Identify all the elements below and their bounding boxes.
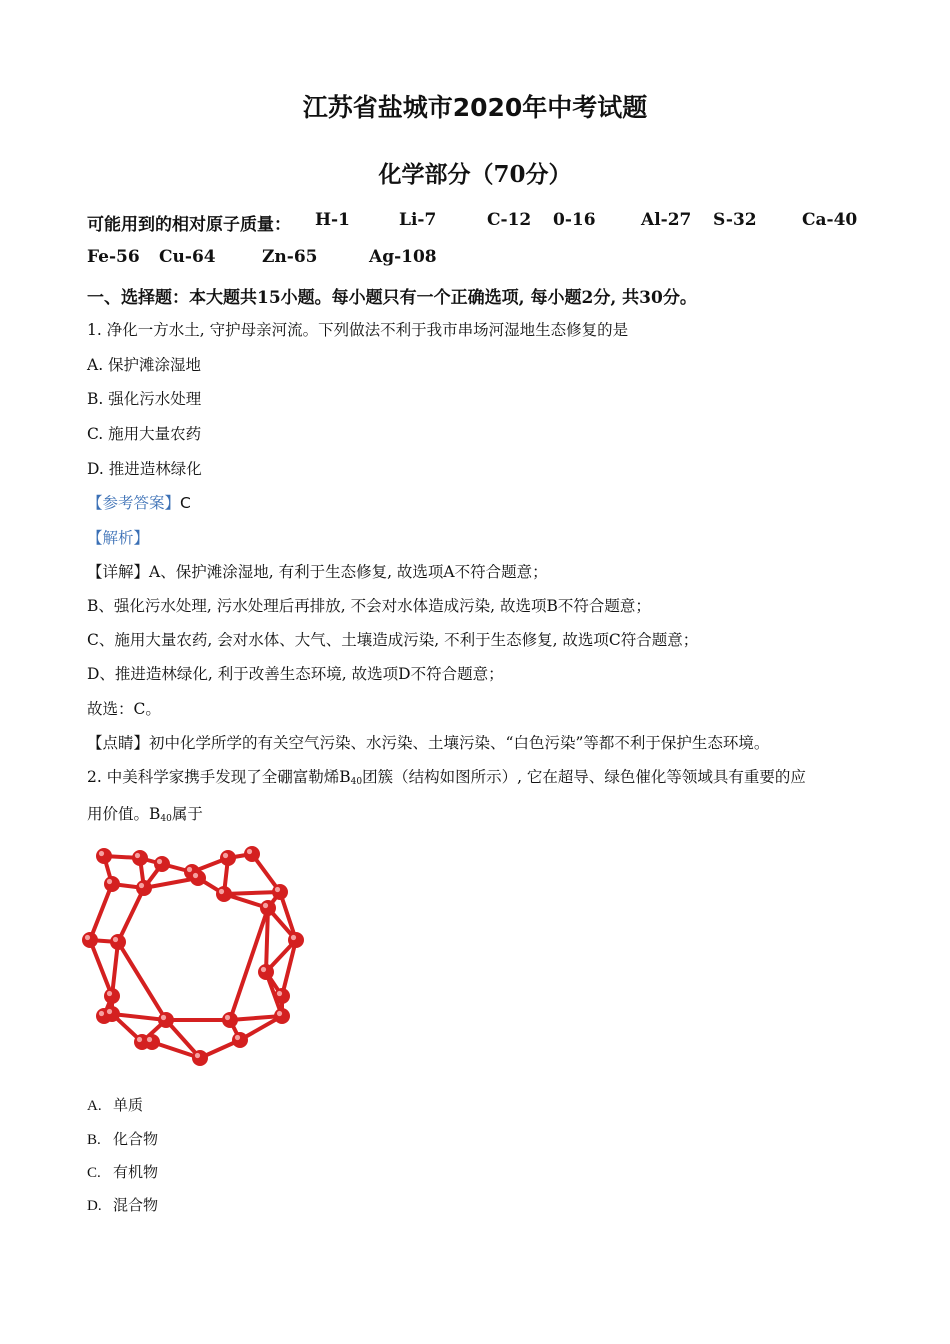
bond xyxy=(90,940,112,996)
detail-line: 故选：C。 xyxy=(87,700,161,718)
boron-atom xyxy=(154,856,170,872)
detail-text: A、保护滩涂湿地, 有利于生态修复, 故选项A不符合题意； xyxy=(149,563,548,581)
boron-atom xyxy=(136,880,152,896)
boron-atom xyxy=(158,1012,174,1028)
atom-highlight xyxy=(157,859,162,864)
detail-line xyxy=(87,560,548,582)
boron-atom xyxy=(274,1008,290,1024)
atom-highlight xyxy=(247,849,252,854)
detail-line: C、施用大量农药, 会对水体、大气、土壤造成污染, 不利于生态修复, 故选项C符合题意； xyxy=(87,631,699,649)
boron-atom xyxy=(104,988,120,1004)
boron-atom xyxy=(220,850,236,866)
bond xyxy=(230,908,268,1020)
bond xyxy=(118,942,166,1020)
q2-option-b xyxy=(87,1128,158,1149)
option-text: 化合物 xyxy=(113,1130,159,1148)
atom-highlight xyxy=(261,967,266,972)
q1-option-b: B. 强化污水处理 xyxy=(87,390,202,408)
boron-atom xyxy=(82,932,98,948)
mass-item: 0-16 xyxy=(553,210,596,230)
atom-highlight xyxy=(113,937,118,942)
option-text: 单质 xyxy=(113,1096,144,1114)
boron-atom xyxy=(104,1006,120,1022)
boron-atom xyxy=(192,1050,208,1066)
bond xyxy=(112,942,118,996)
q2-stem-part: 属于 xyxy=(171,805,203,823)
q1-option-a: A. 保护滩涂湿地 xyxy=(87,356,202,374)
boron-atom xyxy=(260,900,276,916)
atom-highlight xyxy=(99,851,104,856)
q1-option-c: C. 施用大量农药 xyxy=(87,425,202,443)
atom-highlight xyxy=(277,991,282,996)
boron-atom xyxy=(272,884,288,900)
mass-item: C-12 xyxy=(487,210,532,230)
boron-atom xyxy=(222,1012,238,1028)
bond xyxy=(90,884,112,940)
detail-line: B、强化污水处理, 污水处理后再排放, 不会对水体造成污染, 故选项B不符合题意； xyxy=(87,597,651,615)
atom-highlight xyxy=(235,1035,240,1040)
q1-answer xyxy=(87,491,191,513)
mass-item: Fe-56 xyxy=(87,247,140,267)
atom-highlight xyxy=(277,1011,282,1016)
boron-atom xyxy=(144,1034,160,1050)
boron-atom xyxy=(96,848,112,864)
mass-item: Al-27 xyxy=(641,210,692,230)
atom-highlight xyxy=(275,887,280,892)
q2-stem-part: 用价值。B xyxy=(87,805,161,823)
mass-item: Ag-108 xyxy=(369,247,437,267)
comment-text: 初中化学所学的有关空气污染、水污染、土壤污染、“白色污染”等都不利于保护生态环境。 xyxy=(149,734,770,752)
atom-highlight xyxy=(99,1011,104,1016)
atom-highlight xyxy=(139,883,144,888)
mass-item: Zn-65 xyxy=(262,247,318,267)
atom-highlight xyxy=(193,873,198,878)
comment-line xyxy=(87,731,769,753)
atom-highlight xyxy=(85,935,90,940)
mass-item: Cu-64 xyxy=(159,247,216,267)
section-header: 一、选择题：本大题共15小题。每小题只有一个正确选项, 每小题2分, 共30分。 xyxy=(87,288,697,308)
q1-option-d: D. 推进造林绿化 xyxy=(87,460,202,478)
detail-label: 【详解】 xyxy=(87,563,150,581)
q2-stem xyxy=(87,765,806,787)
atom-highlight xyxy=(135,853,140,858)
atom-highlight xyxy=(263,903,268,908)
mass-item: S-32 xyxy=(713,210,757,230)
atom-highlight xyxy=(195,1053,200,1058)
option-key: D. xyxy=(87,1198,102,1214)
mass-item: Ca-40 xyxy=(802,210,858,230)
atomic-mass-label: 可能用到的相对原子质量： xyxy=(87,215,291,235)
bond xyxy=(118,888,144,942)
boron-atom xyxy=(110,934,126,950)
atom-highlight xyxy=(161,1015,166,1020)
q1-stem: 1. 净化一方水土, 守护母亲河流。下列做法不利于我市串场河湿地生态修复的是 xyxy=(87,321,629,339)
answer-label: 【参考答案】 xyxy=(87,494,181,512)
bond xyxy=(224,892,280,894)
atom-highlight xyxy=(107,991,112,996)
option-text: 混合物 xyxy=(113,1196,159,1214)
atomic-mass-row-1 xyxy=(87,210,867,234)
atom-highlight xyxy=(107,879,112,884)
comment-label: 【点睛】 xyxy=(87,734,150,752)
option-key: C. xyxy=(87,1165,101,1181)
atom-highlight xyxy=(225,1015,230,1020)
boron-atom xyxy=(244,846,260,862)
detail-line: D、推进造林绿化, 利于改善生态环境, 故选项D不符合题意； xyxy=(87,665,504,683)
atom-highlight xyxy=(147,1037,152,1042)
q2-subscript: 40 xyxy=(160,814,172,824)
atom-highlight xyxy=(219,889,224,894)
option-key: A. xyxy=(87,1098,102,1114)
q2-stem-part: 团簇（结构如图所示）, 它在超导、绿色催化等领域具有重要的应 xyxy=(362,768,806,786)
q2-option-d xyxy=(87,1194,158,1215)
q2-option-a xyxy=(87,1094,143,1115)
atom-highlight xyxy=(107,1009,112,1014)
boron-atom xyxy=(190,870,206,886)
boron-atom xyxy=(288,932,304,948)
answer-value: C xyxy=(180,494,191,512)
option-text: 有机物 xyxy=(113,1163,159,1181)
boron-atom xyxy=(258,964,274,980)
boron-atom xyxy=(232,1032,248,1048)
q2-subscript: 40 xyxy=(350,777,363,787)
atom-highlight xyxy=(187,867,192,872)
atomic-mass-row-2 xyxy=(87,247,487,271)
q2-stem-line2 xyxy=(87,802,203,824)
q2-stem-part: 2. 中美科学家携手发现了全硼富勒烯B xyxy=(87,768,351,786)
q2-option-c xyxy=(87,1161,158,1182)
boron-atom xyxy=(104,876,120,892)
boron-atom xyxy=(132,850,148,866)
page-title: 江苏省盐城市2020年中考试题 xyxy=(302,93,648,122)
atom-highlight xyxy=(223,853,228,858)
boron-atom xyxy=(274,988,290,1004)
option-key: B. xyxy=(87,1132,101,1148)
boron-atom xyxy=(216,886,232,902)
atom-highlight xyxy=(291,935,296,940)
page-subtitle: 化学部分（70分） xyxy=(378,161,572,188)
analysis-label: 【解析】 xyxy=(87,529,150,547)
b40-structure-figure xyxy=(82,838,314,1076)
mass-item: Li-7 xyxy=(399,210,437,230)
atom-highlight xyxy=(137,1037,142,1042)
mass-item: H-1 xyxy=(315,210,350,230)
